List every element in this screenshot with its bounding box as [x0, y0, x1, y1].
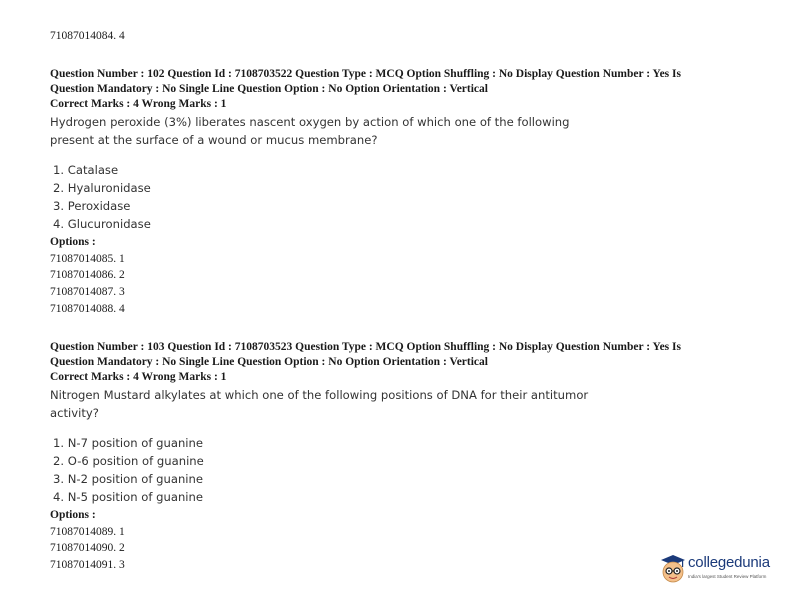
answer-choice: 3. N-2 position of guanine	[53, 472, 203, 486]
answer-choice: 2. Hyaluronidase	[53, 181, 151, 195]
question-header-line: Question Number : 102 Question Id : 7108703522 Question Type : MCQ Option Shuffling : No Display Question Number : Yes Is	[50, 68, 681, 80]
question-text-line: Hydrogen peroxide (3%) liberates nascent oxygen by action of which one of the following	[50, 115, 570, 129]
option-id: 71087014087. 3	[50, 286, 125, 298]
question-text-line: present at the surface of a wound or mucus membrane?	[50, 133, 378, 147]
graduate-face-icon	[660, 554, 686, 584]
answer-choice: 1. Catalase	[53, 163, 119, 177]
options-label: Options :	[50, 509, 96, 521]
option-id: 71087014089. 1	[50, 526, 125, 538]
question-header-line: Question Mandatory : No Single Line Question Option : No Option Orientation : Vertical	[50, 83, 488, 95]
option-id: 71087014090. 2	[50, 542, 125, 554]
collegedunia-logo	[660, 554, 770, 586]
question-103-header	[50, 340, 740, 385]
answer-choice: 4. N-5 position of guanine	[53, 490, 203, 504]
question-marks: Correct Marks : 4 Wrong Marks : 1	[50, 98, 227, 110]
answer-choice: 1. N-7 position of guanine	[53, 436, 203, 450]
question-102-header	[50, 67, 740, 112]
options-label: Options :	[50, 236, 96, 248]
option-id: 71087014088. 4	[50, 303, 125, 315]
question-text-line: activity?	[50, 406, 99, 420]
answer-choice: 4. Glucuronidase	[53, 217, 151, 231]
answer-choice: 3. Peroxidase	[53, 199, 131, 213]
question-text-line: Nitrogen Mustard alkylates at which one of the following positions of DNA for their antitumor	[50, 388, 589, 402]
logo-tagline: India's largest Student Review Platform	[688, 574, 767, 579]
answer-choice: 2. O-6 position of guanine	[53, 454, 204, 468]
question-marks: Correct Marks : 4 Wrong Marks : 1	[50, 371, 227, 383]
previous-option-id: 71087014084. 4	[50, 30, 125, 42]
option-id: 71087014086. 2	[50, 269, 125, 281]
option-id: 71087014091. 3	[50, 559, 125, 571]
option-id: 71087014085. 1	[50, 253, 125, 265]
logo-wordmark: collegedunia	[688, 554, 770, 571]
question-header-line: Question Mandatory : No Single Line Question Option : No Option Orientation : Vertical	[50, 356, 488, 368]
question-header-line: Question Number : 103 Question Id : 7108703523 Question Type : MCQ Option Shuffling : No Display Question Number : Yes Is	[50, 341, 681, 353]
